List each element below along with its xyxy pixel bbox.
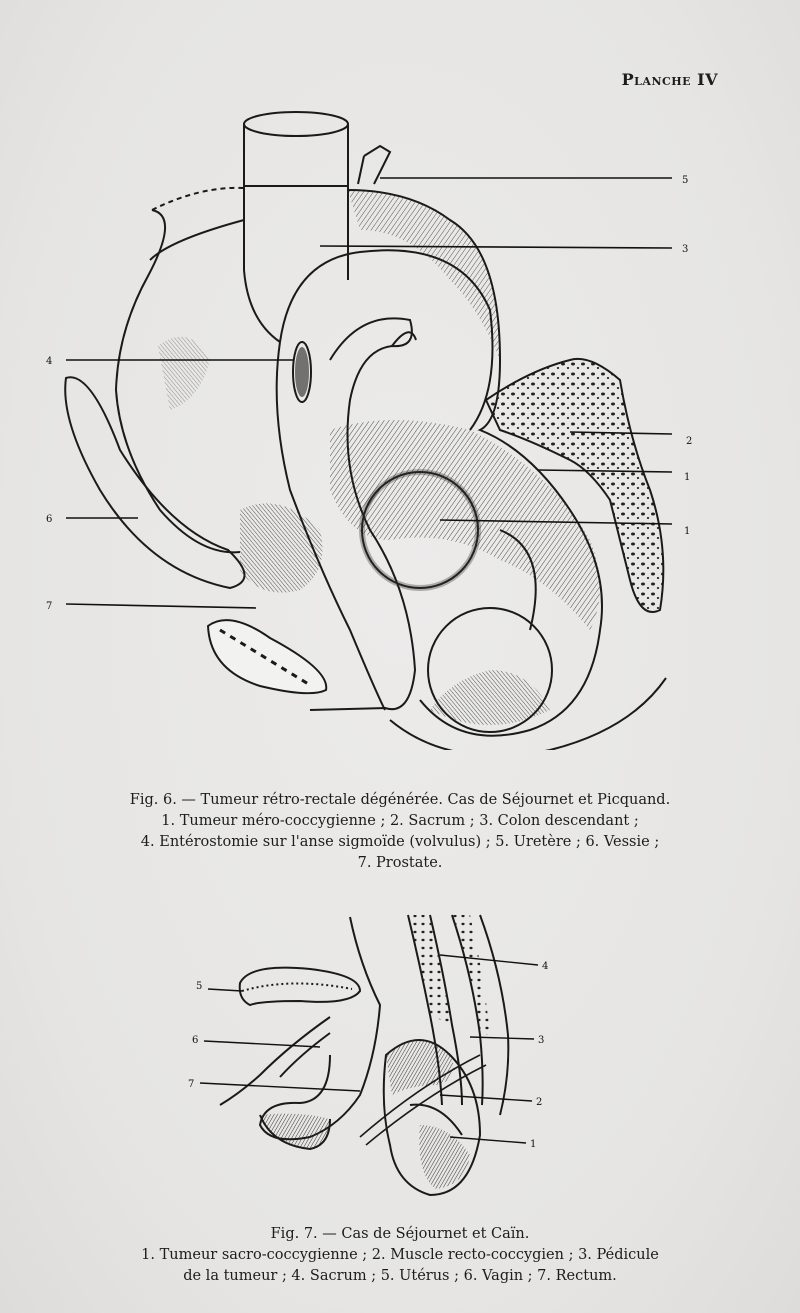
fig7-label-7: 7 xyxy=(188,1079,195,1090)
figure-6-illustration xyxy=(30,110,770,750)
fig6-caption-line1: 1. Tumeur méro-coccygienne ; 2. Sacrum ; 3. Colon descendant ; xyxy=(161,813,639,829)
fig6-label-5: 5 xyxy=(682,175,689,186)
fig6-caption-line2: 4. Entérostomie sur l'anse sigmoïde (volvulus) ; 5. Uretère ; 6. Vessie ; xyxy=(140,834,660,850)
fig7-label-5: 5 xyxy=(196,981,203,992)
fig7-label-6: 6 xyxy=(192,1035,199,1046)
fig6-caption-title: Fig. 6. — Tumeur rétro-rectale dégénérée. Cas de Séjournet et Picquand. xyxy=(129,792,671,808)
fig6-label-2: 2 xyxy=(686,436,693,447)
plate-title: Planche IV xyxy=(621,70,718,89)
fig7-label-1: 1 xyxy=(530,1139,537,1150)
fig6-label-1b: 1 xyxy=(684,526,691,537)
fig6-label-4: 4 xyxy=(46,356,53,367)
fig6-label-1a: 1 xyxy=(684,472,691,483)
fig7-caption-line1: 1. Tumeur sacro-coccygienne ; 2. Muscle recto-coccygien ; 3. Pédicule xyxy=(141,1247,659,1263)
fig7-caption-title: Fig. 7. — Cas de Séjournet et Caïn. xyxy=(270,1226,530,1242)
fig7-label-4: 4 xyxy=(542,961,549,972)
fig6-label-3: 3 xyxy=(682,244,689,255)
figure-6-caption xyxy=(60,790,740,874)
fig6-label-7: 7 xyxy=(46,601,53,612)
fig7-caption-line2: de la tumeur ; 4. Sacrum ; 5. Utérus ; 6. Vagin ; 7. Rectum. xyxy=(183,1268,617,1284)
fig6-caption-line3: 7. Prostate. xyxy=(357,855,443,871)
figure-7-caption xyxy=(60,1224,740,1287)
fig6-label-6: 6 xyxy=(46,514,53,525)
figure-7-illustration xyxy=(180,905,580,1205)
fig7-label-3: 3 xyxy=(538,1035,545,1046)
fig7-label-2: 2 xyxy=(536,1097,543,1108)
